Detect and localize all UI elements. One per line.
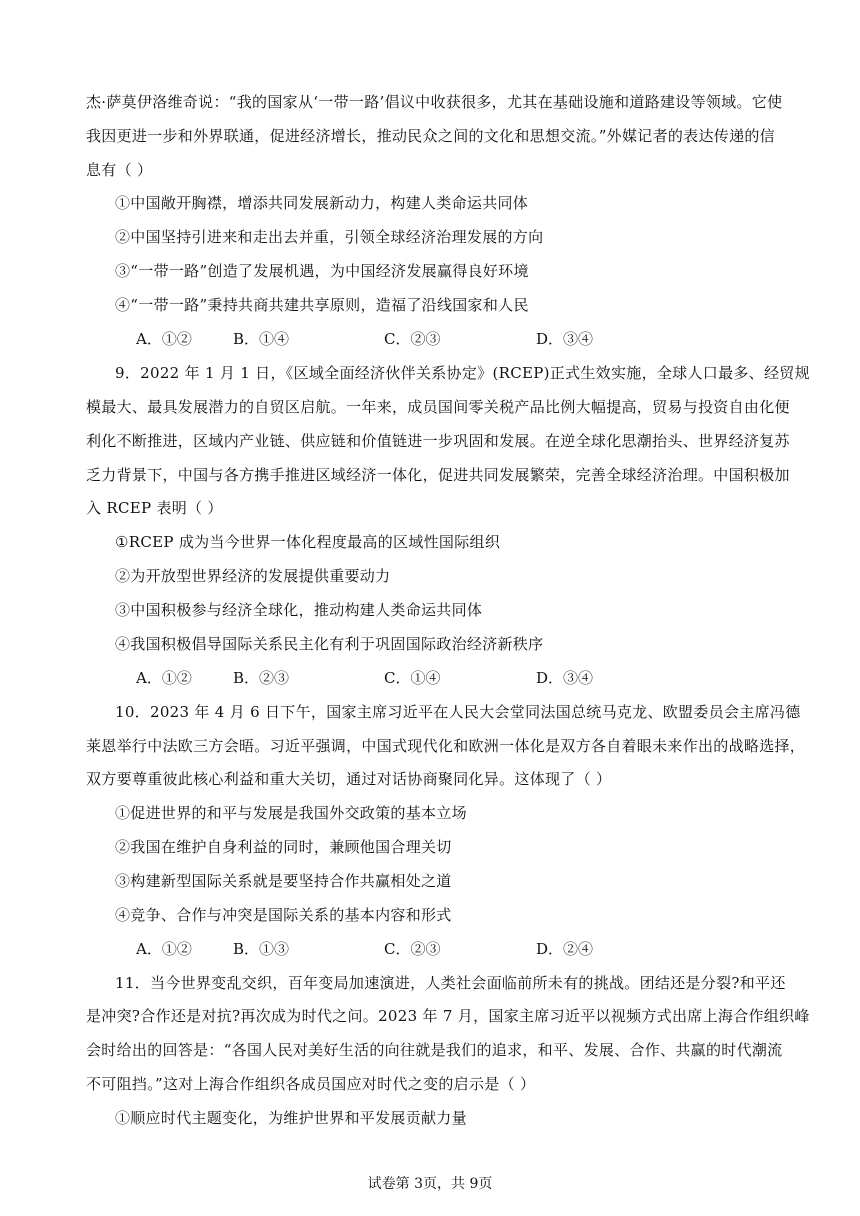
q11-stem-line: 是冲突?合作还是对抗?再次成为时代之问。2023 年 7 月，国家主席习近平以视频方式出席上海合作组织峰: [86, 1007, 810, 1025]
q10-statement-1: ①促进世界的和平与发展是我国外交政策的基本立场: [115, 804, 467, 822]
q8-option-c[interactable]: C．②③: [384, 330, 441, 348]
q8-stem-line: 息有（ ）: [86, 161, 153, 179]
q9-option-a[interactable]: A．①②: [136, 669, 192, 687]
q8-statement-1: ①中国敞开胸襟，增添共同发展新动力，构建人类命运共同体: [115, 194, 529, 212]
q8-statement-4: ④“一带一路”秉持共商共建共享原则，造福了沿线国家和人民: [115, 296, 529, 314]
q10-stem-line: 莱恩举行中法欧三方会晤。习近平强调，中国式现代化和欧洲一体化是双方各自着眼未来作出的战略选择，: [86, 737, 806, 755]
q8-option-a[interactable]: A．①②: [136, 330, 192, 348]
q8-stem-line: 我因更进一步和外界联通，促进经济增长，推动民众之间的文化和思想交流。”外媒记者的表达传递的信: [86, 127, 775, 145]
q9-stem-line: 9．2022 年 1 月 1 日，《区域全面经济伙伴关系协定》(RCEP)正式生效实施，全球人口最多、经贸规: [115, 364, 810, 382]
q9-stem-line: 利化不断推进，区域内产业链、供应链和价值链进一步巩固和发展。在逆全球化思潮抬头、世界经济复苏: [86, 432, 790, 450]
q10-statement-4: ④竞争、合作与冲突是国际关系的基本内容和形式: [115, 906, 452, 924]
q9-stem-line: 乏力背景下，中国与各方携手推进区域经济一体化，促进共同发展繁荣，完善全球经济治理。中国积极加: [86, 466, 790, 484]
q11-statement-1: ①顺应时代主题变化，为维护世界和平发展贡献力量: [115, 1109, 467, 1127]
q9-stem-line: 入 RCEP 表明（ ）: [86, 499, 223, 517]
q9-statement-4: ④我国积极倡导国际关系民主化有利于巩固国际政治经济新秩序: [115, 635, 544, 653]
q10-option-b[interactable]: B．①③: [233, 940, 290, 958]
q11-stem-line: 不可阻挡。”这对上海合作组织各成员国应对时代之变的启示是（ ）: [86, 1075, 536, 1093]
q10-option-c[interactable]: C．②③: [384, 940, 441, 958]
q9-stem-line: 模最大、最具发展潜力的自贸区启航。一年来，成员国间零关税产品比例大幅提高，贸易与投资自由化便: [86, 398, 790, 416]
q8-statement-3: ③“一带一路”创造了发展机遇，为中国经济发展赢得良好环境: [115, 262, 529, 280]
q8-stem-line: 杰·萨莫伊洛维奇说：“我的国家从‘一带一路’倡议中收获很多，尤其在基础设施和道路建设等领域。它使: [86, 93, 783, 111]
q9-statement-1: ①RCEP 成为当今世界一体化程度最高的区域性国际组织: [115, 533, 501, 551]
q8-option-d[interactable]: D．③④: [536, 330, 594, 348]
q10-statement-3: ③构建新型国际关系就是要坚持合作共赢相处之道: [115, 872, 452, 890]
q10-stem-line: 双方要尊重彼此核心利益和重大关切，通过对话协商聚同化异。这体现了（ ）: [86, 770, 612, 788]
q10-statement-2: ②我国在维护自身利益的同时，兼顾他国合理关切: [115, 838, 452, 856]
q9-statement-2: ②为开放型世界经济的发展提供重要动力: [115, 567, 391, 585]
q11-stem-line: 会时给出的回答是：“各国人民对美好生活的向往就是我们的追求，和平、发展、合作、共赢的时代潮流: [86, 1041, 783, 1059]
q8-statement-2: ②中国坚持引进来和走出去并重，引领全球经济治理发展的方向: [115, 228, 544, 246]
q9-option-b[interactable]: B．②③: [233, 669, 290, 687]
q9-statement-3: ③中国积极参与经济全球化，推动构建人类命运共同体: [115, 601, 483, 619]
page-footer: 试卷第 3页，共 9页: [367, 1176, 493, 1192]
q8-option-b[interactable]: B．①④: [233, 330, 290, 348]
q9-option-c[interactable]: C．①④: [384, 669, 441, 687]
q9-option-d[interactable]: D．③④: [536, 669, 594, 687]
q10-option-a[interactable]: A．①②: [136, 940, 192, 958]
q10-stem-line: 10．2023 年 4 月 6 日下午，国家主席习近平在人民大会堂同法国总统马克龙、欧盟委员会主席冯德: [115, 703, 801, 721]
q11-stem-line: 11．当今世界变乱交织，百年变局加速演进，人类社会面临前所未有的挑战。团结还是分裂?和平还: [115, 974, 786, 992]
q10-option-d[interactable]: D．②④: [536, 940, 594, 958]
